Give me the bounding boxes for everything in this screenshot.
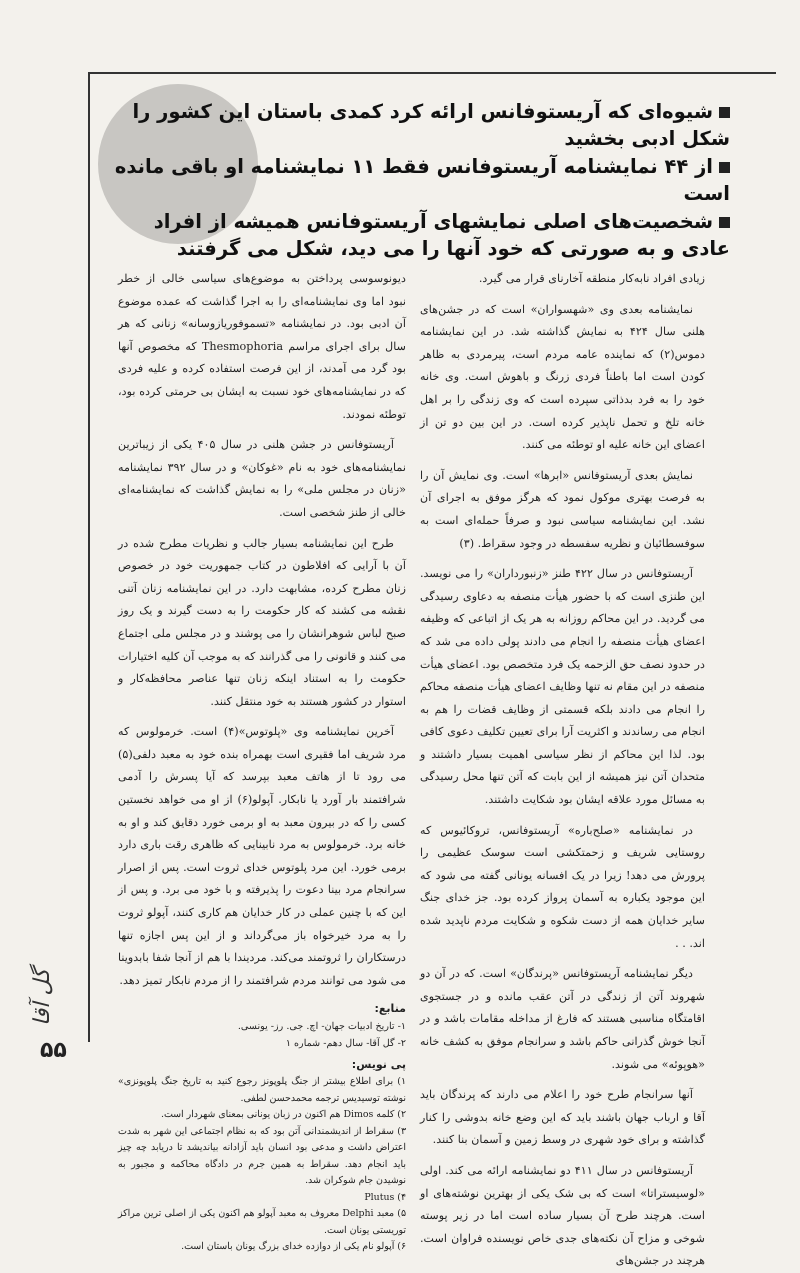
footnote-item: ۶) آپولو نام یکی از دوازده خدای بزرگ یونان باستان است. xyxy=(181,1241,406,1253)
paragraph: در نمایشنامه «صلح‌باره» آریستوفانس، تروکائیوس که روستایی شریف و زحمتکشی است سوسک عظیمی را پرورش می دهد! زیرا در یک افسانه یونانی گفته می شود که این موجود یکباره به آسمان پرواز کرده بود. جز خدای جنگ سایر خدایان همه از دست شکوه و شکایت مردم ناپدید شده اند. . . xyxy=(420,823,705,950)
paragraph: طرح این نمایشنامه بسیار جالب و نظریات مطرح شده در آن با آرایی که افلاطون در کتاب جمهوریت خود در خصوص زنان مطرح کرده، مشابهت دارد. در این نمایشنامه زنان آتنی نقشه می کشند که کار حکومت را به دست گیرند و یک روز صبح لباس شوهرانشان را می پوشند و در مجلس ملی اجتماع می کنند و قانونی را می گذرانند که به موجب آن کلیه اختیارات حکومت را به استناد اینکه زنان تنها عناصر محافظه‌کار و استوار در کشور هستند به خود منتقل کنند. xyxy=(118,536,406,708)
reference-item: ۱- تاریخ ادبیات جهان- اچ. جی. رز- یونسی. xyxy=(237,1021,406,1033)
footnote-item: ۵) معبد Delphi معروف به معبد آپولو هم اکنون یکی از اصلی ترین مراکز توریستی یونان است. xyxy=(118,1208,406,1236)
references-title: منابع: xyxy=(374,1002,406,1016)
footnote-item: ۴) Plutus xyxy=(364,1191,406,1203)
references-list xyxy=(118,1018,406,1052)
page-number: ۵۵ xyxy=(40,1038,67,1063)
headline-line-3 xyxy=(110,208,730,262)
paragraph: نمایشنامه بعدی وی «شهسواران» است که در جشن‌های هلنی سال ۴۲۴ به نمایش گذاشته شد. در این نمایشنامه دموس(۲) که نماینده عامه مردم است، پیرمردی به ظاهر کودن است اما باطناً فردی زرنگ و باهوش است. وی خانه خود را به فرد بدذاتی سپرده است که وی زندگی را بر اهل خانه تلخ و تحمل ناپذیر کرده است. در این بین دو تن از اعضای این خانه علیه او توطئه می کنند. xyxy=(420,302,705,452)
paragraph: دیگر نمایشنامه آریستوفانس «پرندگان» است. که در آن دو شهروند آتن از زندگی در آتن عقب مانده و در جستجوی اقامتگاه مناسبی هستند که فارغ از مداخله مقامات باشد و در آنجا خوش گذرانی حاکم باشد و سرانجام موفق به کشف خانه «هوپوئه» می شوند. xyxy=(420,967,705,1071)
paragraph: نمایش بعدی آریستوفانس «ابرها» است. وی نمایش آن را به فرصت بهتری موکول نمود که هرگز موفق به اجرای آن نشد. این نمایشنامه سیاسی نبود و صرفاً حمله‌ای است به سوفسطائیان و نظریه سفسطه در وجود سقراط. (۳) xyxy=(420,468,705,550)
footnotes-list xyxy=(118,1074,406,1256)
headline-line-2 xyxy=(110,153,730,207)
footnote-item: ۲) کلمه Dimos هم اکنون در زبان یونانی بمعنای شهردار است. xyxy=(160,1109,406,1121)
square-bullet-icon xyxy=(719,107,730,118)
left-column xyxy=(118,268,406,1253)
square-bullet-icon xyxy=(719,162,730,173)
square-bullet-icon xyxy=(719,217,730,228)
paragraph: آنها سرانجام طرح خود را اعلام می دارند که پرندگان باید آقا و ارباب جهان باشند باید که این وضع خانه بدوشی را کنار گذاشته و برای خود شهری در وسط زمین و آسمان بنا کنند. xyxy=(420,1088,705,1147)
headline-block xyxy=(110,98,730,263)
footnotes-title: پی نویس: xyxy=(351,1058,406,1072)
right-column xyxy=(420,268,705,1268)
paragraph: آریستوفانس در سال ۴۱۱ دو نمایشنامه ارائه می کند. اولی «لوسیستراتا» است که بی شک یکی از بهترین نوشته‌های او است. هرچند طرح آن بسیار ساده است اما در زیر پوسته شوخی و مزاح آن نکته‌های جدی خاص نویسنده فراوان است. هرچند در جشن‌های xyxy=(420,1163,705,1268)
paragraph: آریستوفانس در سال ۴۲۲ طنز «زنبورداران» را می نویسد. این طنزی است که با حضور هیأت منصفه به دعاوی رسیدگی می گردید. در این محاکم روزانه به هر یک از اتباعی که وظیفه اعضای هیأت منصفه را انجام می دادند پولی داده می شد که در حدود نصف حق الزحمه یک فرد متخصص بود. اعضای هیأت منصفه در این مقام نه تنها وظایف اعضای هیأت منصفه محاکم را انجام می دادند بلکه قسمتی از وظایف قضات را هم به انجام می رساندند و اکثریت آرا برای تعیین تکلیف دعوی کافی بود. لذا این محاکم از نظر سیاسی اهمیت بسیار داشتند و متحدان آتن نیز همیشه از این بابت که آتن تنها محل رسیدگی به مسائل مورد علاقه ایشان بود شکایت داشتند. xyxy=(420,567,705,807)
headline-text-2: از ۴۴ نمایشنامه آریستوفانس فقط ۱۱ نمایشنامه او باقی مانده است xyxy=(114,155,730,205)
headline-text-1: شیوه‌ای که آریستوفانس ارائه کرد کمدی باستان این کشور را شکل ادبی بخشید xyxy=(132,100,730,150)
paragraph: آریستوفانس در جشن هلنی در سال ۴۰۵ یکی از زیباترین نمایشنامه‌های خود به نام «غوکان» و در سال ۳۹۲ نمایشنامه «زنان در مجلس ملی» را به نمایش گذاشت که نمایشنامه‌ای خالی از طنز شخصی است. xyxy=(118,438,406,519)
footnote-item: ۱) برای اطلاع بیشتر از جنگ پلوپونز رجوع کنید به تاریخ جنگ پلوپونزی» نوشته توسیدیس ترجمه محمدحسن لطفی. xyxy=(118,1076,406,1104)
footnote-item: ۳) سقراط از اندیشمندانی آتن بود که به نظام اجتماعی این شهر به شدت اعتراض داشت و مدعی بود انسان باید آزادانه بیاندیشد تا دریابد چه چیز باید انجام دهد. سقراط به همین جرم در دادگاه محاکمه و مجبور به نوشیدن جام شوکران شد. xyxy=(118,1125,406,1187)
paragraph: دیونوسوسی پرداختن به موضوع‌های سیاسی خالی از خطر نبود اما وی نمایشنامه‌ای را به اجرا گذاشت که عمده موضوع آن ادبی بود. در نمایشنامه «تسموفوریازوسانه» زنانی که هر سال برای اجرای مراسم Thesmophoria که مخصوص آنها بود گرد می آمدند، از این فرصت استفاده کرده و علیه فردی که در نمایشنامه‌های خود نسبت به ایشان بی حرمتی کرده بود، توطئه نمودند. xyxy=(118,272,406,421)
headline-line-1 xyxy=(110,98,730,152)
reference-item: ۲- گل آقا- سال دهم- شماره ۱ xyxy=(285,1038,406,1050)
magazine-logo: گل آقا xyxy=(30,968,55,1026)
headline-text-3: شخصیت‌های اصلی نمایشهای آریستوفانس همیشه از افراد عادی و به صورتی که خود آنها را می دید، شکل می گرفتند xyxy=(153,210,730,260)
paragraph: آخرین نمایشنامه وی «پلوتوس»(۴) است. خرمولوس که مرد شریف اما فقیری است بهمراه بنده خود به معبد دلفی(۵) می رود تا از هاتف معبد بپرسد که آیا پسرش را آدمی شرافتمند بار آورد یا نابکار. آپولو(۶) از او می خواهد نخستین کسی را که در بیرون معبد به او برمی خورد دقایق کند و او به خانه برد. خرمولوس به مرد نابینایی که ظاهری رقت باری دارد برمی خورد. این مرد پلوتوس خدای ثروت است. پس از اصرار سرانجام مرد بینا دعوت را پذیرفته و با خود می برد. و پس از این که با چنین عملی در کار خدایان هم کاری کنند، آپولو ثروت را به مرد خیرخواه باز می‌گرداند و از این پس اجازه تنها درستکاران را ثروتمند می‌کند. مردیندا با هم از آنجا شفا بابدوینا می شود می توانند مردم شرافتمند را از مردم نابکار تمیز دهد. xyxy=(118,725,406,987)
paragraph: زیادی افراد نابه‌کار منطقه آخارنای قرار می گیرد. xyxy=(478,272,705,285)
